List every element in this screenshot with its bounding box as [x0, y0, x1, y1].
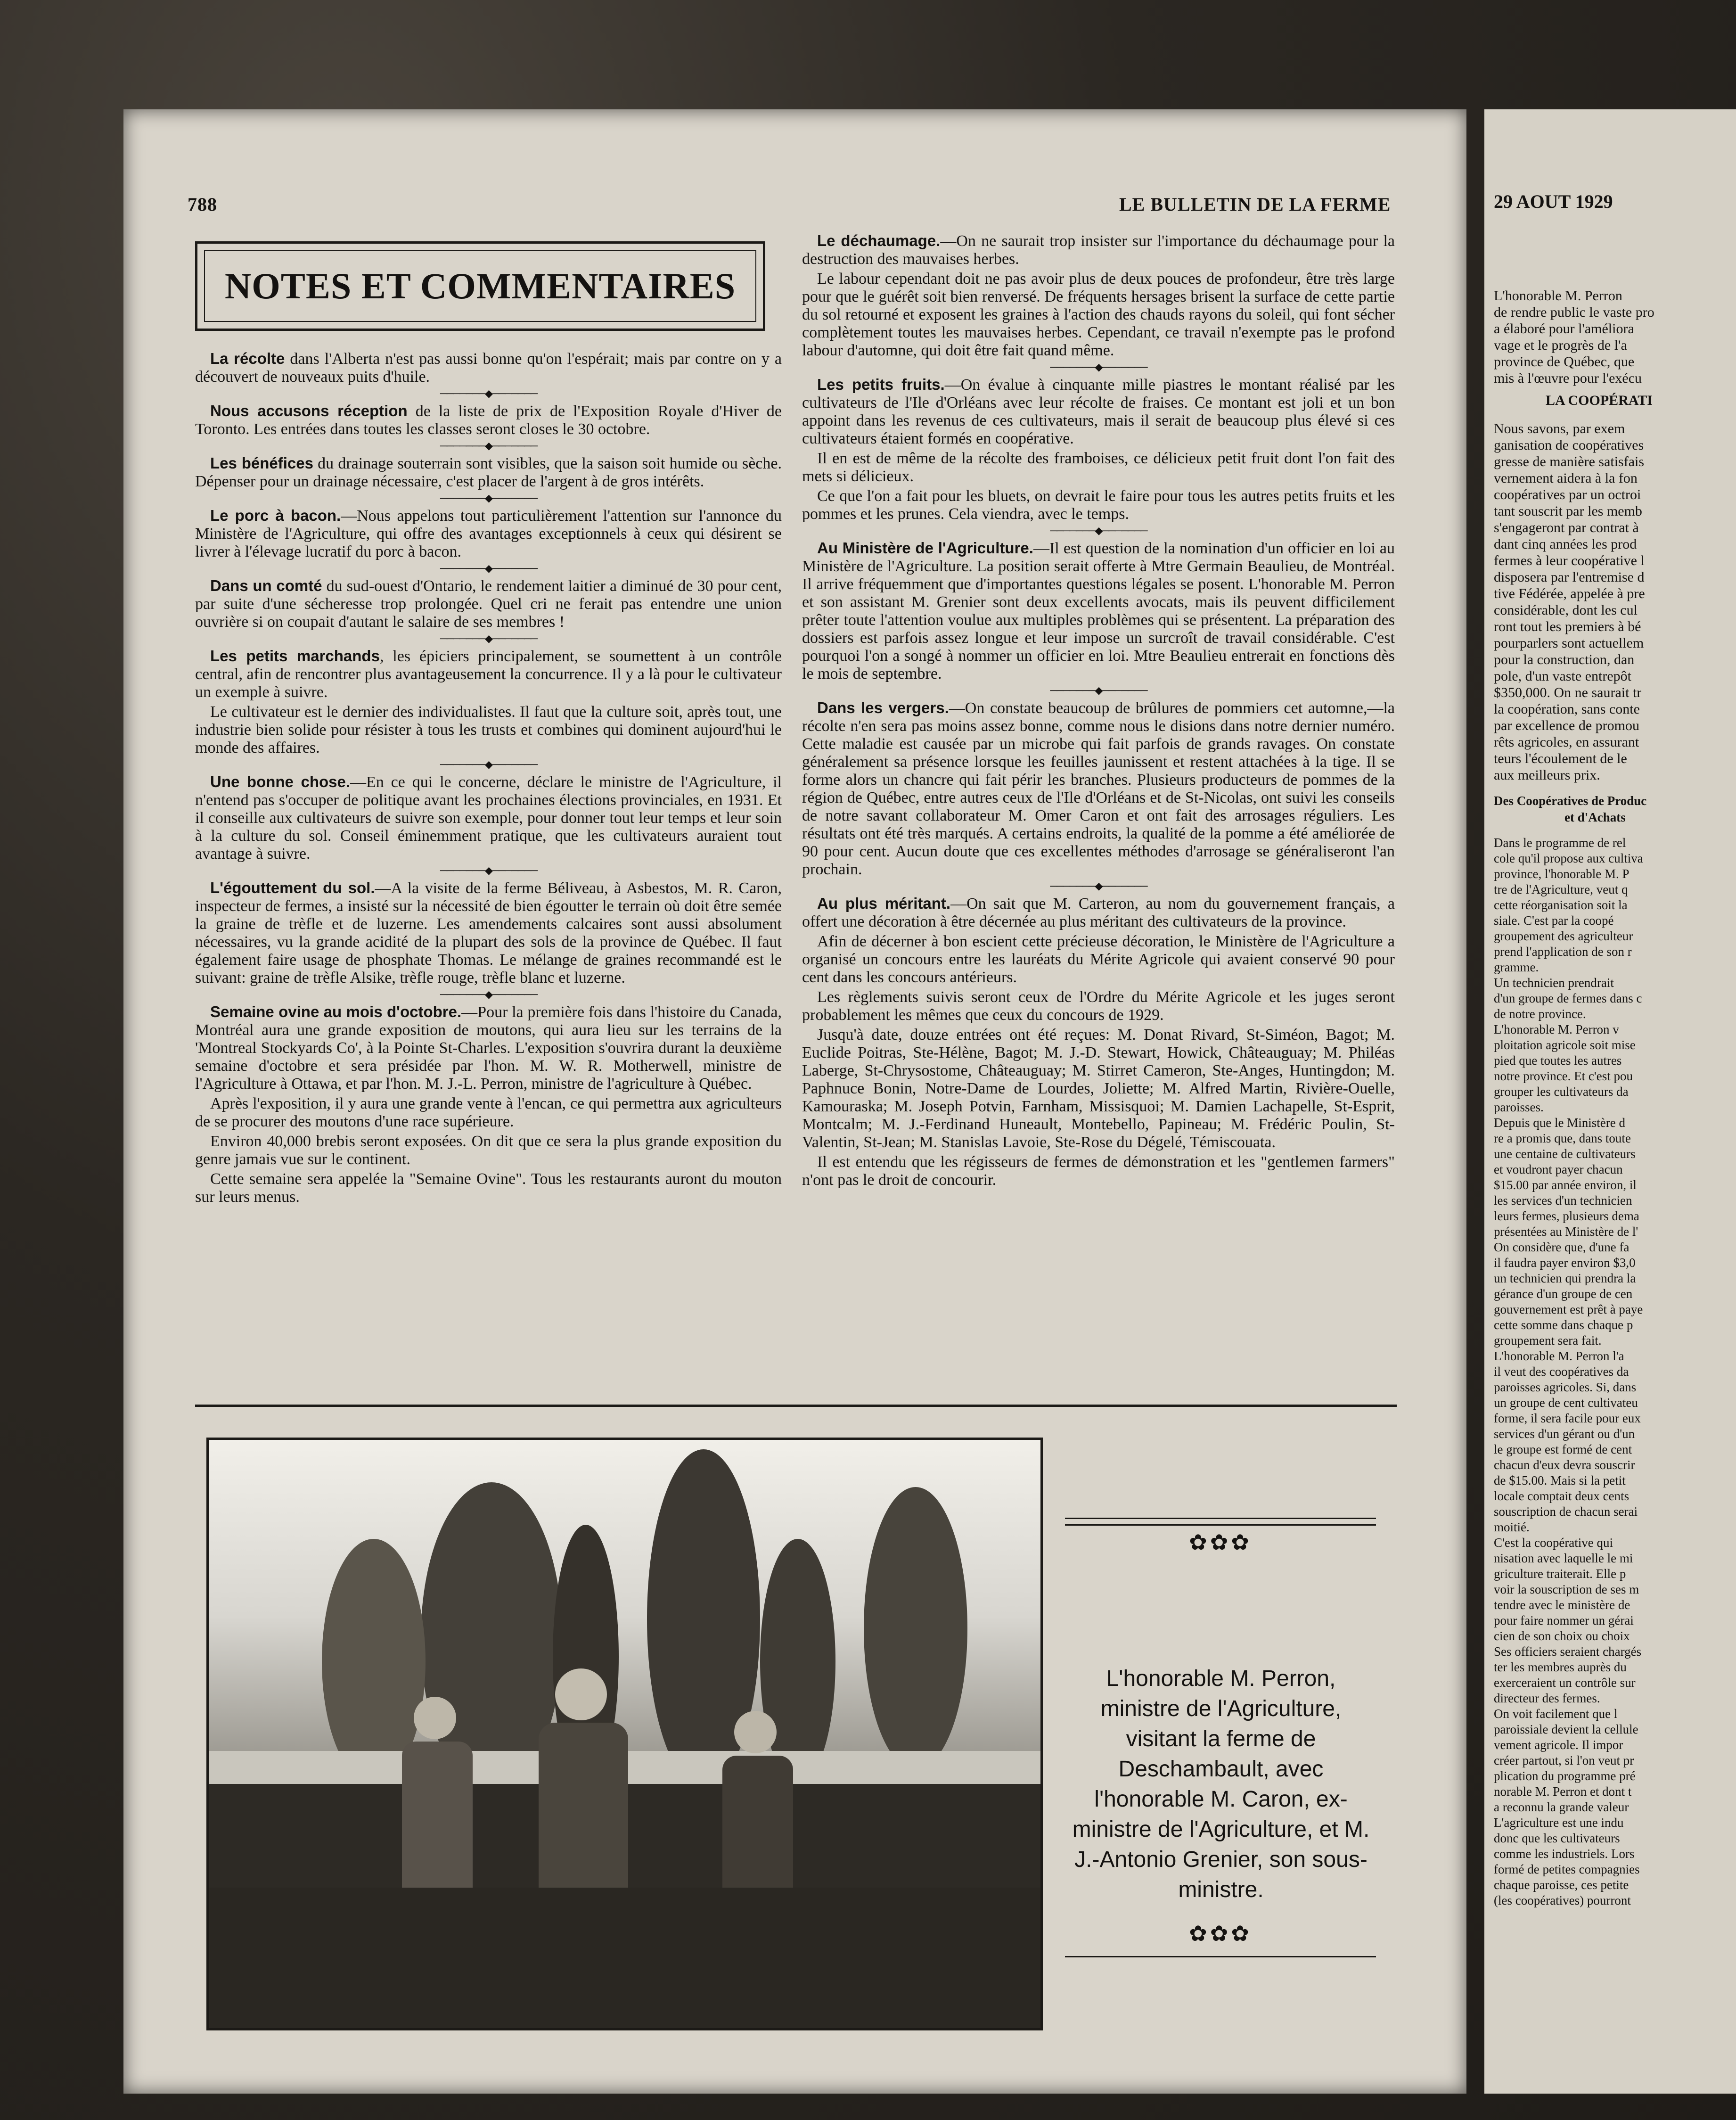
page2-line: tant souscrit par les memb — [1494, 503, 1642, 519]
note-paragraph — [195, 773, 782, 863]
page2-intro — [1494, 288, 1654, 386]
section-divider — [195, 1405, 1397, 1407]
note-paragraph — [195, 350, 782, 386]
page2-line: voir la souscription de ses m — [1494, 1582, 1639, 1596]
page2-line: groupement sera fait. — [1494, 1333, 1602, 1348]
note-text: —On sait que M. Carteron, au nom du gouvernement français, a offert une décoration à être décernée au plus méritant des cultivateurs de la province. — [802, 895, 1395, 930]
page2-line: pourparlers sont actuellem — [1494, 635, 1644, 651]
ornamental-divider: ───────◆─────── — [440, 387, 537, 399]
page2-line: pour faire nommer un gérai — [1494, 1613, 1634, 1627]
headline: NOTES ET COMMENTAIRES — [204, 250, 756, 322]
page2-line: services d'un gérant ou d'un — [1494, 1427, 1635, 1441]
ornamental-divider: ───────◆─────── — [440, 562, 537, 574]
page2-line: un groupe de cent cultivateu — [1494, 1396, 1638, 1410]
page2-line: il faudra payer environ $3,0 — [1494, 1256, 1636, 1270]
page2-line: tre de l'Agriculture, veut q — [1494, 882, 1628, 896]
page2-line: L'honorable M. Perron v — [1494, 1022, 1619, 1036]
page2-line: grouper les cultivateurs da — [1494, 1085, 1629, 1099]
publication-title: LE BULLETIN DE LA FERME — [1119, 194, 1391, 215]
page2-line: gérance d'un groupe de cen — [1494, 1287, 1633, 1301]
page2-line: de notre province. — [1494, 1007, 1586, 1021]
note-lead: Le déchaumage. — [817, 232, 941, 249]
note-lead: Au plus méritant. — [817, 895, 951, 912]
note-text: —On évalue à cinquante mille piastres le montant réalisé par les cultivateurs de l'Ile d'Orléans avec leur récolte de fraises. Ce montant est joli et un bon appoint dans les revenus de ces cultivateurs, mais il serait de beaucoup plus élevé si ces cultivateurs étaient formés en coopérative. — [802, 376, 1395, 447]
page2-line: pour la construction, dan — [1494, 652, 1635, 667]
caption-top-rule-2 — [1065, 1524, 1376, 1526]
page2-program-text — [1494, 835, 1643, 1908]
page2-line: gramme. — [1494, 960, 1539, 974]
page2-line: directeur des fermes. — [1494, 1691, 1600, 1705]
page2-line: comme les industriels. Lors — [1494, 1847, 1635, 1861]
note-lead: Au Ministère de l'Agriculture. — [817, 539, 1033, 557]
note-paragraph — [195, 454, 782, 491]
page2-line: les services d'un technicien — [1494, 1193, 1632, 1208]
page2-line: Nous savons, par exem — [1494, 421, 1625, 436]
page2-line: un technicien qui prendra la — [1494, 1271, 1636, 1285]
note-lead: Nous accusons réception — [210, 402, 408, 419]
note-paragraph — [195, 577, 782, 631]
page2-line: donc que les cultivateurs — [1494, 1831, 1620, 1845]
page2-line: nisation avec laquelle le mi — [1494, 1551, 1633, 1565]
page2-line: chacun d'eux devra souscrir — [1494, 1458, 1635, 1472]
page2-line: L'agriculture est une indu — [1494, 1816, 1624, 1830]
page2-line: ganisation de coopératives — [1494, 437, 1644, 453]
note-text: du sud-ouest d'Ontario, le rendement laitier a diminué de 30 pour cent, par suite d'une sécheresse trop prolongée. Quel cri ne ferait pas entendre une union ouvrière si on coupait d'autant le salaire de ses membres ! — [195, 577, 782, 631]
note-paragraph — [802, 539, 1395, 683]
page2-line: Depuis que le Ministère d — [1494, 1116, 1625, 1130]
page2-line: cien de son choix ou choix — [1494, 1629, 1630, 1643]
note-lead: Les petits fruits. — [817, 376, 945, 393]
note-continuation: Le labour cependant doit ne pas avoir plus de deux pouces de profondeur, être très large pour que le guérêt soit bien renversé. De fréquents hersages brisent la surface de cette partie du sol retourné et exposent les graines à l'action des chauds rayons du soleil, qui font sécher complètement toutes les mauvaises herbes. Cependant, ce travail n'exempte pas le profond labour d'automne, qui doit être fait quand même. — [802, 270, 1395, 359]
note-text: —Il est question de la nomination d'un officier en loi au Ministère de l'Agriculture. La position serait offerte à Mtre Germain Beaulieu, de Montréal. Il arrive fréquemment que d'importantes questions légales se posent. L'honorable M. Perron et son assistant M. Grenier sont deux excellents avocats, mais ils peuvent difficilement prêter toute l'attention voulue aux multiples problèmes qui se présentent. La préparation des dossiers est parfois assez longue et leur impose un surcroît de travail considérable. C'est pourquoi l'on a songé à nommer un officier en loi. Mtre Beaulieu entrerait en fonctions dès le mois de septembre. — [802, 540, 1395, 682]
note-lead: Les bénéfices — [210, 454, 313, 472]
note-paragraph — [802, 895, 1395, 931]
page2-line: exerceraient un contrôle sur — [1494, 1676, 1636, 1690]
page2-line: $15.00 par année environ, il — [1494, 1178, 1637, 1192]
page2-line: forme, il sera facile pour eux — [1494, 1411, 1641, 1425]
note-continuation: Environ 40,000 brebis seront exposées. On dit que ce sera la plus grande exposition du genre jamais vue sur le continent. — [195, 1133, 782, 1168]
page2-line: mis à l'œuvre pour l'exécu — [1494, 370, 1642, 386]
note-lead: La récolte — [210, 350, 285, 367]
page2-subtitle: Des Coopératives de Produc et d'Achats — [1494, 794, 1647, 824]
note-text: —En ce qui le concerne, déclare le ministre de l'Agriculture, il n'entend pas s'occuper de politique avant les prochaines élections provinciales, en 1931. Et il conseille aux cultivateurs de suivre son exemple, pour donner tout leur temps et leur soin à la culture du sol. Conseil éminemment pratique, que les cultivateurs auraient tout avantage à suivre. — [195, 773, 782, 863]
page2-line: paroissiale devient la cellule — [1494, 1722, 1638, 1736]
page2-line: vement agricole. Il impor — [1494, 1738, 1623, 1752]
note-text: du drainage souterrain sont visibles, que la saison soit humide ou sèche. Dépenser pour un drainage nécessaire, c'est placer de l'argent à de gros intérêts. — [195, 455, 782, 490]
note-lead: Les petits marchands — [210, 647, 380, 665]
note-text: —A la visite de la ferme Béliveau, à Asbestos, M. R. Caron, inspecteur de fermes, a insisté sur la nécessité de bien égoutter le terrain où doit être semée la graine de trèfle et de luzerne. Les amendements calcaires sont aussi absolument nécessaires, vu la grande acidité de la plupart des sols de la province de Québec. Il faut également faire usage de phosphate Thomas. Le mélange de graines recommandé est le suivant: graine de trèfle Alsike, trèfle rouge, trèfle blanc et luzerne. — [195, 879, 782, 986]
page2-line: cole qu'il propose aux cultiva — [1494, 851, 1643, 865]
note-lead: Le porc à bacon. — [210, 507, 341, 524]
photograph-ministers-in-field — [206, 1438, 1043, 2030]
page2-line: groupement des agriculteur — [1494, 929, 1633, 943]
page2-line: L'honorable M. Perron — [1494, 288, 1622, 304]
caption-bottom-rule — [1065, 1956, 1376, 1957]
page2-line: par excellence de promou — [1494, 718, 1640, 733]
page2-line: province, l'honorable M. P — [1494, 867, 1630, 881]
page2-line: formé de petites compagnies — [1494, 1862, 1640, 1876]
page2-line: gresse de manière satisfais — [1494, 454, 1645, 469]
note-text: —Nous appelons tout particulièrement l'attention sur l'annonce du Ministère de l'Agriculture, qui offre des avantages exceptionnels à ceux qui désirent se livrer à l'élevage lucratif du porc à bacon. — [195, 507, 782, 560]
note-paragraph — [195, 879, 782, 987]
page2-line: tendre avec le ministère de — [1494, 1598, 1630, 1612]
page2-line: $350,000. On ne saurait tr — [1494, 685, 1642, 700]
note-text: , les épiciers principalement, se soumettent à un contrôle central, afin de rencontrer plus avantageusement la concurrence. Il y a là pour le cultivateur un exemple à suivre. — [195, 648, 782, 701]
page2-line: d'un groupe de fermes dans c — [1494, 991, 1642, 1005]
page2-line: considérable, dont les cul — [1494, 602, 1638, 618]
page2-line: présentées au Ministère de l' — [1494, 1224, 1638, 1239]
note-continuation: Ce que l'on a fait pour les bluets, on devrait le faire pour tous les autres petits fruits et les pommes et les prunes. Cela viendra, avec le temps. — [802, 487, 1395, 523]
note-continuation: Après l'exposition, il y aura une grande vente à l'encan, ce qui permettra aux agriculteurs de se procurer des moutons d'une race supérieure. — [195, 1095, 782, 1130]
page2-cooperative-text — [1494, 420, 1645, 783]
page2-line: il veut des coopératives da — [1494, 1364, 1629, 1379]
page2-line: griculture traiterait. Elle p — [1494, 1567, 1626, 1581]
note-paragraph — [802, 376, 1395, 448]
note-paragraph — [802, 699, 1395, 879]
headline-box — [195, 241, 765, 331]
page2-line: plication du programme pré — [1494, 1769, 1636, 1783]
page2-line: rêts agricoles, en assurant — [1494, 734, 1639, 750]
page-number: 788 — [188, 194, 217, 215]
page2-line: paroisses. — [1494, 1100, 1544, 1114]
note-paragraph — [195, 647, 782, 701]
page2-line: la coopération, sans conte — [1494, 701, 1640, 717]
page2-line: notre province. Et c'est pou — [1494, 1069, 1633, 1083]
note-paragraph — [195, 507, 782, 561]
right-page-partial — [1484, 109, 1736, 2094]
photo-drawing — [209, 1440, 1040, 2028]
page2-line: cette réorganisation soit la — [1494, 898, 1628, 912]
page2-line: pole, d'un vaste entrepôt — [1494, 668, 1631, 684]
note-continuation: Il est entendu que les régisseurs de fermes de démonstration et les "gentlemen farmers" n'ont pas le droit de concourir. — [802, 1153, 1395, 1189]
note-paragraph — [195, 1003, 782, 1093]
page2-line: le groupe est formé de cent — [1494, 1442, 1632, 1456]
page2-line: L'honorable M. Perron l'a — [1494, 1349, 1624, 1363]
note-text: —On constate beaucoup de brûlures de pommiers cet automne,—la récolte n'en sera pas moins assez bonne, comme nous le disions dans notre dernier numéro. Cette maladie est causée par un microbe qui fait parfois de grands ravages. On constate généralement sa présence lorsque les feuilles jaunissent et restent attachées à la tige. Il se forme alors un chancre qui fait périr les branches. Plusieurs producteurs de pommes de la région de Québec, entre autres ceux de l'Ile d'Orléans et de St-Nicolas, ont suivi les conseils de notre savant collaborateur M. Omer Caron et ont fait des arrosages réguliers. Les résultats ont été très marqués. A certains endroits, la qualité de la pomme a été améliorée de 90 pour cent. Aucun doute que ces excellentes méthodes d'arrosage se généraliseront l'an prochain. — [802, 699, 1395, 878]
page2-line: Dans le programme de rel — [1494, 836, 1626, 850]
note-continuation: Cette semaine sera appelée la "Semaine Ovine". Tous les restaurants auront du mouton sur leurs menus. — [195, 1170, 782, 1206]
page2-line: a reconnu la grande valeur — [1494, 1800, 1629, 1814]
page2-line: siale. C'est par la coopé — [1494, 913, 1614, 928]
ornamental-divider: ───────◆─────── — [440, 988, 537, 1000]
page2-line: coopératives par un octroi — [1494, 487, 1641, 502]
ornamental-divider: ───────◆─────── — [1050, 525, 1147, 536]
photo-caption-box — [1065, 1485, 1376, 1994]
page2-line: gouvernement est prêt à paye — [1494, 1302, 1643, 1316]
page2-line: norable M. Perron et dont t — [1494, 1784, 1632, 1799]
page2-line: teurs l'écoulement de le — [1494, 751, 1627, 766]
ornamental-divider: ───────◆─────── — [1050, 684, 1147, 696]
ornamental-divider: ───────◆─────── — [440, 633, 537, 644]
photo-caption: L'honorable M. Perron, ministre de l'Agriculture, visitant la ferme de Deschambault, avec l'honorable M. Caron, ex-ministre de l'Agriculture, et M. J.-Antonio Grenier, son sous-ministre. — [1072, 1666, 1370, 1902]
ornamental-divider: ───────◆─────── — [440, 864, 537, 876]
page2-line: chaque paroisse, ces petite — [1494, 1878, 1629, 1892]
page2-line: (les coopératives) pourront — [1494, 1893, 1631, 1907]
note-continuation: Afin de décerner à bon escient cette précieuse décoration, le Ministère de l'Agriculture a organisé un concours entre les lauréats du Mérite Agricole qui avaient conservé 90 pour cent dans les concours antérieurs. — [802, 933, 1395, 986]
note-continuation: Les règlements suivis seront ceux de l'Ordre du Mérite Agricole et les juges seront probablement les mêmes que ceux du concours de 1929. — [802, 988, 1395, 1024]
page2-line: C'est la coopérative qui — [1494, 1536, 1613, 1550]
note-continuation: Le cultivateur est le dernier des individualistes. Il faut que la culture soit, après tout, une industrie bien solide pour résister à tous les trusts et combines qui dominent aujourd'hui le monde des affaires. — [195, 703, 782, 756]
note-lead: Dans un comté — [210, 577, 322, 594]
page2-line: tive Fédérée, appelée à pre — [1494, 586, 1645, 601]
page2-line: re a promis que, dans toute — [1494, 1131, 1631, 1145]
ornamental-divider: ───────◆─────── — [440, 440, 537, 452]
page2-line: disposera par l'entremise d — [1494, 569, 1645, 585]
note-text: —Pour la première fois dans l'histoire du Canada, Montréal aura une grande exposition de moutons, qui aura lieu sur les terrains de la 'Montreal Stockyards Co', à la Pointe St-Charles. L'exposition s'ouvrira durant la deuxième semaine d'octobre et sera présidée par l'hon. M. W. R. Motherwell, ministre de l'Agriculture à Ottawa, et par l'hon. M. J.-L. Perron, ministre de l'agriculture à Québec. — [195, 1003, 782, 1093]
page2-date: 29 AOUT 1929 — [1494, 191, 1613, 212]
note-text: de la liste de prix de l'Exposition Royale d'Hiver de Toronto. Les entrées dans toutes les classes seront closes le 30 octobre. — [195, 403, 782, 438]
page2-line: On voit facilement que l — [1494, 1707, 1618, 1721]
page2-section-title: LA COOPÉRATI — [1546, 393, 1653, 408]
note-paragraph — [802, 232, 1395, 268]
page2-line: cette somme dans chaque p — [1494, 1318, 1633, 1332]
page2-line: paroisses agricoles. Si, dans — [1494, 1380, 1637, 1394]
page2-line: Ses officiers seraient chargés — [1494, 1644, 1642, 1659]
note-paragraph — [195, 402, 782, 438]
note-lead: L'égouttement du sol. — [210, 879, 375, 896]
caption-top-rule — [1065, 1518, 1376, 1519]
page2-line: créer partout, si l'on veut pr — [1494, 1753, 1634, 1767]
ornamental-divider: ───────◆─────── — [1050, 361, 1147, 373]
column-left — [195, 350, 782, 1208]
caption-bottom-ornament: ✿✿✿ — [1189, 1922, 1252, 1946]
page2-line: vernement aidera à la fon — [1494, 470, 1638, 486]
page2-line: aux meilleurs prix. — [1494, 767, 1600, 783]
page2-line: une centaine de cultivateurs — [1494, 1147, 1636, 1161]
page2-line: ploitation agricole soit mise — [1494, 1038, 1636, 1052]
page2-line: de rendre public le vaste pro — [1494, 304, 1654, 320]
page2-line: ter les membres auprès du — [1494, 1660, 1627, 1674]
page2-line: Un technicien prendrait — [1494, 976, 1614, 990]
page2-line: moitié. — [1494, 1520, 1530, 1534]
ornamental-divider: ───────◆─────── — [440, 492, 537, 504]
note-lead: Une bonne chose. — [210, 773, 351, 790]
note-lead: Semaine ovine au mois d'octobre. — [210, 1003, 462, 1020]
ornamental-divider: ───────◆─────── — [440, 758, 537, 770]
note-continuation: Jusqu'à date, douze entrées ont été reçues: M. Donat Rivard, St-Siméon, Bagot; M. Euclide Poitras, Ste-Hélène, Bagot; M. J.-D. Stewart, Howick, Châteauguay; M. Philéas Laberge, St-Chrysostome, Châteauguay; M. Stirret Cameron, Ste-Anges, Huntingdon; M. Paphnuce Bonin, Notre-Dame de Lourdes, Joliette; M. Alfred Martin, Rivière-Ouelle, Kamouraska; M. Joseph Potvin, Farnham, Missisquoi; M. Damien Lachapelle, St-Esprit, Montcalm; M. J.-Ferdinand Huneault, Montebello, Papineau; M. Frédéric Poulin, St-Valentin, St-Jean; M. Stanislas Lavoie, Ste-Rose du Dégelé, Témiscouata. — [802, 1026, 1395, 1151]
page2-line: vage et le progrès de l'a — [1494, 337, 1627, 353]
page2-line: prend l'application de son r — [1494, 945, 1632, 959]
page2-line: fermes à leur coopérative l — [1494, 553, 1645, 568]
page2-line: et voudront payer chacun — [1494, 1162, 1623, 1176]
ornamental-divider: ───────◆─────── — [1050, 880, 1147, 892]
caption-top-ornament: ✿✿✿ — [1189, 1530, 1252, 1554]
note-continuation: Il en est de même de la récolte des framboises, ce délicieux petit fruit dont l'on fait des mets si délicieux. — [802, 450, 1395, 485]
page2-line: On considère que, d'une fa — [1494, 1240, 1630, 1254]
page2-line: souscription de chacun serai — [1494, 1504, 1638, 1519]
column-right — [802, 232, 1395, 1191]
page2-line: s'engageront par contrat à — [1494, 520, 1639, 535]
note-text: —On ne saurait trop insister sur l'importance du déchaumage pour la destruction des mauvaises herbes. — [802, 232, 1395, 268]
page2-line: a élaboré pour l'améliora — [1494, 321, 1634, 337]
page2-line: locale comptait deux cents — [1494, 1489, 1630, 1503]
page2-line: leurs fermes, plusieurs dema — [1494, 1209, 1639, 1223]
page2-line: dant cinq années les prod — [1494, 536, 1637, 552]
page2-line: pied que toutes les autres — [1494, 1053, 1622, 1068]
page2-line: province de Québec, que — [1494, 354, 1635, 370]
page2-line: ront tout les premiers à bé — [1494, 619, 1641, 634]
page2-line: de $15.00. Mais si la petit — [1494, 1473, 1626, 1487]
note-text: dans l'Alberta n'est pas aussi bonne qu'on l'espérait; mais par contre on y a découvert de nouveaux puits d'huile. — [195, 350, 782, 386]
note-lead: Dans les vergers. — [817, 699, 949, 716]
